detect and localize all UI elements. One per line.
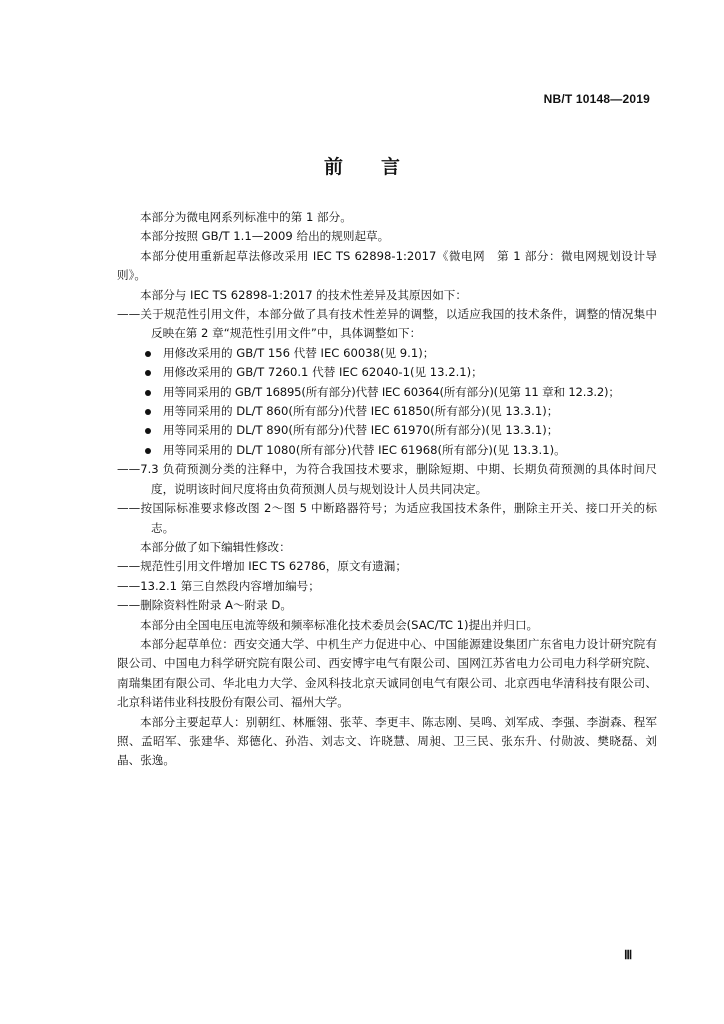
paragraph-technical-differences: 本部分与 IEC TS 62898-1:2017 的技术性差异及其原因如下： xyxy=(140,287,467,302)
bullet-dot-icon xyxy=(145,409,151,415)
paragraph-part-scope: 本部分为微电网系列标准中的第 1 部分。 xyxy=(140,210,352,224)
paragraph-proposer: 本部分由全国电压电流等级和频率标准化技术委员会(SAC/TC 1)提出并归口。 xyxy=(140,617,539,632)
bullet-dot-icon xyxy=(145,390,151,396)
bullet-text: 用修改采用的 GB/T 156 代替 IEC 60038(见 9.1)； xyxy=(163,345,435,360)
bullet-text: 用等同采用的 DL/T 860(所有部分)代替 IEC 61850(所有部分)(见 13.3.1)； xyxy=(163,404,559,419)
bullet-item xyxy=(117,363,657,382)
paragraph-adoption-method: 本部分使用重新起草法修改采用 IEC TS 62898-1:2017《微电网 第 1 部分：微电网规划设计导则》。 xyxy=(117,248,657,283)
bullet-item xyxy=(117,383,657,402)
bullet-text: 用修改采用的 GB/T 7260.1 代替 IEC 62040-1(见 13.2.1)； xyxy=(163,365,483,380)
foreword-body xyxy=(117,208,657,771)
bullet-dot-icon xyxy=(145,351,151,357)
paragraph-main-drafters: 本部分主要起草人：别朝红、林雁翎、张苹、李更丰、陈志刚、吴鸣、刘军成、李强、李澍森、程军照、孟昭军、张建华、郑德化、孙浩、刘志文、许晓慧、周昶、卫三民、张东升、付勋波、樊晓磊、刘晶、张逸。 xyxy=(117,714,657,768)
bullet-item xyxy=(117,344,657,363)
dash-item-load-forecast: ——7.3 负荷预测分类的注释中，为符合我国技术要求，删除短期、中期、长期负荷预测的具体时间尺度，说明该时间尺度将由负荷预测人员与规划设计人员共同决定。 xyxy=(117,462,657,496)
bullet-text: 用等同采用的 DL/T 1080(所有部分)代替 IEC 61968(所有部分)(见 13.3.1)。 xyxy=(163,442,566,457)
bullet-text: 用等同采用的 DL/T 890(所有部分)代替 IEC 61970(所有部分)(见 13.3.1)； xyxy=(163,423,559,438)
dash-item-added-reference: ——规范性引用文件增加 IEC TS 62786，原文有遗漏； xyxy=(117,559,407,574)
bullet-text: 用等同采用的 GB/T 16895(所有部分)代替 IEC 60364(所有部分)(见第 11 章和 12.3.2)； xyxy=(163,384,620,399)
bullet-item xyxy=(117,441,657,460)
dash-item-breaker-symbols: ——按国际标准要求修改图 2～图 5 中断路器符号；为适应我国技术条件，删除主开关、接口开关的标志。 xyxy=(117,501,657,535)
paragraph-drafting-organizations: 本部分起草单位：西安交通大学、中机生产力促进中心、中国能源建设集团广东省电力设计研究院有限公司、中国电力科学研究院有限公司、西安博宇电气有限公司、国网江苏省电力公司电力科学研究院、南瑞集团有限公司、华北电力大学、金风科技北京天诚同创电气有限公司、北京西电华清科技有限公司、北京科诺伟业科技股份有限公司、福州大学。 xyxy=(117,636,657,710)
bullet-dot-icon xyxy=(145,428,151,434)
paragraph-drafting-rules: 本部分按照 GB/T 1.1—2009 给出的规则起草。 xyxy=(140,229,390,244)
standard-number: NB/T 10148—2019 xyxy=(543,92,650,106)
bullet-dot-icon xyxy=(145,448,151,454)
page-number: Ⅲ xyxy=(624,948,633,962)
dash-item-deleted-annexes: ——删除资料性附录 A～附录 D。 xyxy=(117,598,292,613)
bullet-dot-icon xyxy=(145,370,151,376)
dash-item-added-numbering: ——13.2.1 第三自然段内容增加编号； xyxy=(117,578,320,593)
bullet-item xyxy=(117,421,657,440)
bullet-item xyxy=(117,402,657,421)
page-title: 前言 xyxy=(323,156,438,178)
paragraph-editorial-changes: 本部分做了如下编辑性修改： xyxy=(140,539,291,554)
dash-item-normative-references: ——关于规范性引用文件，本部分做了具有技术性差异的调整，以适应我国的技术条件，调整的情况集中反映在第 2 章“规范性引用文件”中，具体调整如下： xyxy=(117,307,657,341)
